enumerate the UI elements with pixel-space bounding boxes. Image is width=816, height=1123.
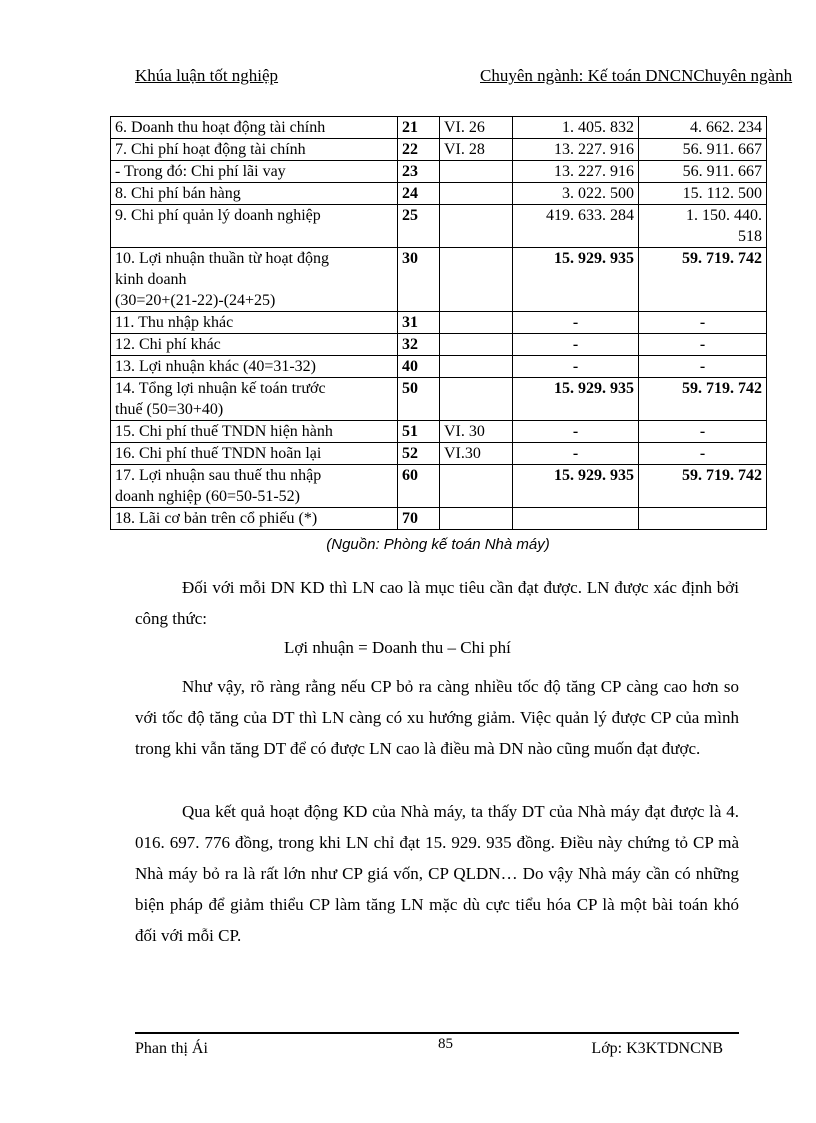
table-row bbox=[111, 139, 767, 161]
row-current: - bbox=[513, 421, 639, 443]
row-item: 8. Chi phí bán hàng bbox=[111, 183, 398, 205]
row-current: 15. 929. 935 bbox=[513, 465, 639, 508]
row-item-line-3: (30=20+(21-22)-(24+25) bbox=[115, 292, 276, 309]
row-current: - bbox=[513, 312, 639, 334]
row-note bbox=[440, 312, 513, 334]
row-code: 51 bbox=[398, 421, 440, 443]
row-previous: 59. 719. 742 bbox=[639, 465, 767, 508]
row-item bbox=[111, 248, 398, 312]
row-previous: 15. 112. 500 bbox=[639, 183, 767, 205]
row-previous: - bbox=[639, 356, 767, 378]
paragraph-cost-growth: Như vậy, rõ ràng rằng nếu CP bỏ ra càng nhiều tốc độ tăng CP càng cao hơn so với tốc độ tăng của DT thì LN càng có xu hướng giảm. Việc quản lý được CP của mình trong khi vẫn tăng DT để có được LN cao là điều mà DN nào cũng muốn đạt được. bbox=[135, 677, 739, 758]
page-header bbox=[135, 66, 816, 86]
row-code: 40 bbox=[398, 356, 440, 378]
row-item: 18. Lãi cơ bản trên cổ phiếu (*) bbox=[111, 508, 398, 530]
footer-class: Lớp: K3KTDNCNB bbox=[591, 1040, 723, 1057]
row-note: VI. 28 bbox=[440, 139, 513, 161]
page-footer bbox=[135, 1036, 739, 1060]
row-previous-line-1: 1. 150. 440. bbox=[686, 207, 762, 224]
header-major: Chuyên ngành: Kế toán DNCNChuyên ngành bbox=[480, 66, 793, 85]
row-code: 31 bbox=[398, 312, 440, 334]
row-previous-line-2: 518 bbox=[738, 228, 762, 245]
row-note bbox=[440, 356, 513, 378]
row-code: 25 bbox=[398, 205, 440, 248]
row-previous: - bbox=[639, 312, 767, 334]
table-row bbox=[111, 248, 767, 312]
row-previous: 56. 911. 667 bbox=[639, 139, 767, 161]
row-code: 30 bbox=[398, 248, 440, 312]
row-item bbox=[111, 378, 398, 421]
row-item: 15. Chi phí thuế TNDN hiện hành bbox=[111, 421, 398, 443]
row-previous: 4. 662. 234 bbox=[639, 117, 767, 139]
row-current: - bbox=[513, 334, 639, 356]
row-previous: 59. 719. 742 bbox=[639, 378, 767, 421]
table-row bbox=[111, 117, 767, 139]
row-note bbox=[440, 183, 513, 205]
row-code: 70 bbox=[398, 508, 440, 530]
table-row bbox=[111, 378, 767, 421]
row-note bbox=[440, 465, 513, 508]
paragraph-results-analysis: Qua kết quả hoạt động KD của Nhà máy, ta thấy DT của Nhà máy đạt được là 4. 016. 697. 776 đồng, trong khi LN chỉ đạt 15. 929. 935 đồng. Điều này chứng tỏ CP mà Nhà máy bỏ ra là rất lớn như CP giá vốn, CP QLDN… Do vậy Nhà máy cần có những biện pháp để giảm thiểu CP làm tăng LN mặc dù cực tiểu hóa CP là một bài toán khó đối với mỗi CP. bbox=[135, 802, 739, 945]
row-previous: 59. 719. 742 bbox=[639, 248, 767, 312]
row-current: 15. 929. 935 bbox=[513, 248, 639, 312]
row-code: 32 bbox=[398, 334, 440, 356]
row-previous: 56. 911. 667 bbox=[639, 161, 767, 183]
row-note bbox=[440, 508, 513, 530]
table-row bbox=[111, 183, 767, 205]
row-current: - bbox=[513, 356, 639, 378]
row-item: 12. Chi phí khác bbox=[111, 334, 398, 356]
row-item-line-1: 17. Lợi nhuận sau thuế thu nhập bbox=[115, 467, 322, 484]
row-note: VI. 30 bbox=[440, 421, 513, 443]
paragraph-profit-goal: Đối với mỗi DN KD thì LN cao là mục tiêu cần đạt được. LN được xác định bởi công thức: bbox=[135, 578, 739, 628]
row-item-line-2: kinh doanh bbox=[115, 271, 187, 288]
row-current: 13. 227. 916 bbox=[513, 139, 639, 161]
row-note: VI.30 bbox=[440, 443, 513, 465]
row-item: 7. Chi phí hoạt động tài chính bbox=[111, 139, 398, 161]
row-note bbox=[440, 378, 513, 421]
row-code: 22 bbox=[398, 139, 440, 161]
row-current: 1. 405. 832 bbox=[513, 117, 639, 139]
footer-author: Phan thị Ái bbox=[135, 1040, 208, 1057]
row-note bbox=[440, 334, 513, 356]
row-note bbox=[440, 205, 513, 248]
row-item bbox=[111, 465, 398, 508]
row-previous: - bbox=[639, 334, 767, 356]
table-row bbox=[111, 205, 767, 248]
page-number: 85 bbox=[438, 1036, 453, 1052]
row-note bbox=[440, 161, 513, 183]
row-code: 23 bbox=[398, 161, 440, 183]
footer-divider bbox=[135, 1032, 739, 1034]
row-previous bbox=[639, 508, 767, 530]
table-row bbox=[111, 508, 767, 530]
row-previous: - bbox=[639, 443, 767, 465]
profit-formula: Lợi nhuận = Doanh thu – Chi phí bbox=[284, 638, 511, 657]
row-item-line-1: 10. Lợi nhuận thuần từ hoạt động bbox=[115, 250, 329, 267]
income-statement-table bbox=[110, 116, 767, 530]
row-code: 21 bbox=[398, 117, 440, 139]
table-row bbox=[111, 421, 767, 443]
row-item: 13. Lợi nhuận khác (40=31-32) bbox=[111, 356, 398, 378]
table-row bbox=[111, 465, 767, 508]
table-row bbox=[111, 334, 767, 356]
row-current: - bbox=[513, 443, 639, 465]
row-item: 6. Doanh thu hoạt động tài chính bbox=[111, 117, 398, 139]
table-source-caption: (Nguồn: Phòng kế toán Nhà máy) bbox=[326, 536, 550, 553]
row-code: 52 bbox=[398, 443, 440, 465]
row-item: 9. Chi phí quản lý doanh nghiệp bbox=[111, 205, 398, 248]
header-thesis-title: Khúa luận tốt nghiệp bbox=[135, 66, 279, 85]
row-current: 419. 633. 284 bbox=[513, 205, 639, 248]
row-item: 11. Thu nhập khác bbox=[111, 312, 398, 334]
row-note: VI. 26 bbox=[440, 117, 513, 139]
row-previous bbox=[639, 205, 767, 248]
row-current bbox=[513, 508, 639, 530]
row-code: 60 bbox=[398, 465, 440, 508]
row-previous: - bbox=[639, 421, 767, 443]
row-item-line-2: doanh nghiệp (60=50-51-52) bbox=[115, 488, 300, 505]
row-current: 15. 929. 935 bbox=[513, 378, 639, 421]
table-row bbox=[111, 161, 767, 183]
row-item-line-1: 14. Tổng lợi nhuận kế toán trước bbox=[115, 380, 326, 397]
row-item: 16. Chi phí thuế TNDN hoãn lại bbox=[111, 443, 398, 465]
row-item-line-2: thuế (50=30+40) bbox=[115, 401, 224, 418]
table-row bbox=[111, 312, 767, 334]
row-code: 24 bbox=[398, 183, 440, 205]
row-current: 3. 022. 500 bbox=[513, 183, 639, 205]
row-code: 50 bbox=[398, 378, 440, 421]
row-current: 13. 227. 916 bbox=[513, 161, 639, 183]
row-note bbox=[440, 248, 513, 312]
table-row bbox=[111, 443, 767, 465]
table-row bbox=[111, 356, 767, 378]
row-item: - Trong đó: Chi phí lãi vay bbox=[111, 161, 398, 183]
